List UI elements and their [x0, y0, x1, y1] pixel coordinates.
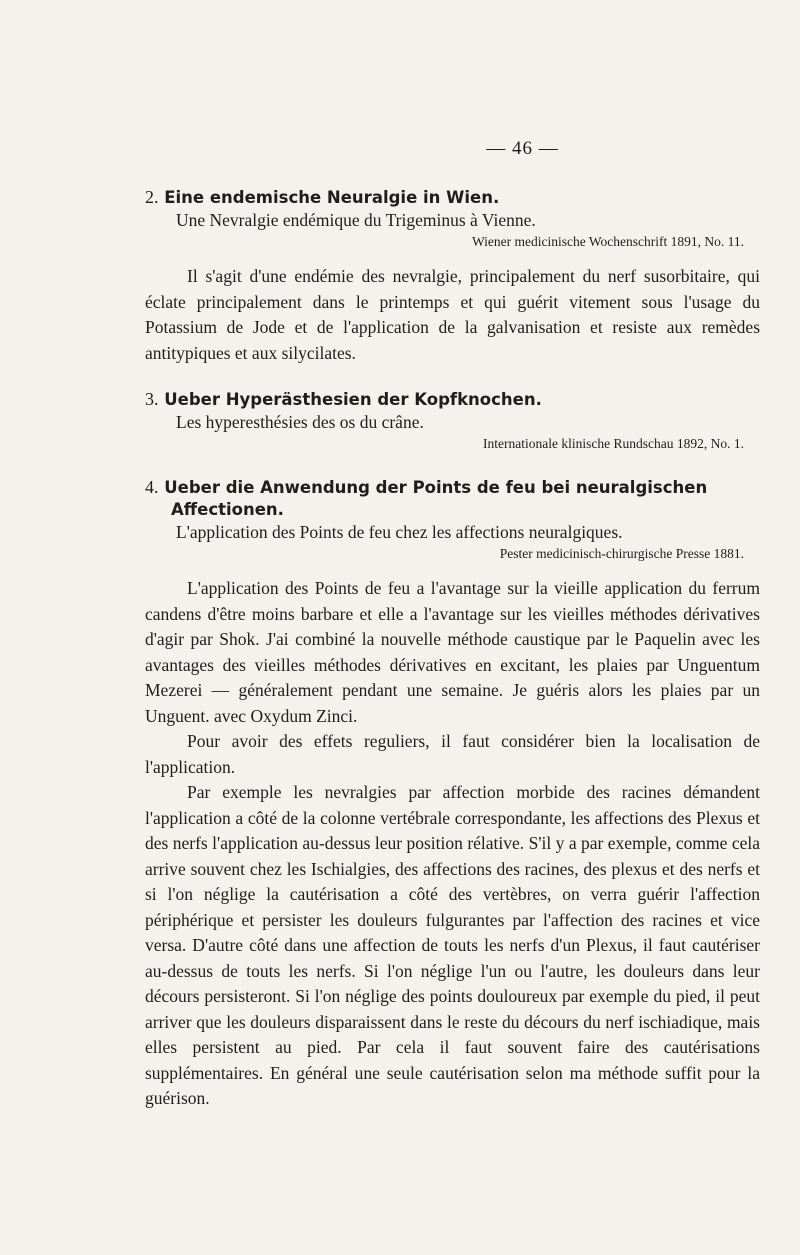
article-4	[145, 476, 760, 1112]
article-number: 3.	[145, 389, 159, 409]
article-heading	[145, 388, 760, 411]
article-source: Wiener medicinische Wochenschrift 1891, No. 11.	[471, 234, 744, 249]
article-title: Eine endemische Neuralgie in Wien.	[164, 188, 500, 207]
article-source: Internationale klinische Rundschau 1892, No. 1.	[483, 436, 744, 451]
article-title-continuation: Affectionen.	[171, 500, 284, 519]
article-3	[145, 388, 760, 454]
article-source: Pester medicinisch-chirurgische Presse 1881.	[499, 546, 744, 561]
article-2	[145, 186, 760, 366]
article-heading	[145, 186, 760, 209]
article-subtitle: Une Nevralgie endémique du Trigeminus à Vienne.	[176, 210, 536, 230]
article-paragraph: Pour avoir des effets reguliers, il faut considérer bien la localisation de l'application.	[145, 731, 760, 777]
article-number: 2.	[145, 187, 159, 207]
article-title: Ueber Hyperästhesien der Kopfknochen.	[164, 390, 542, 409]
document-page	[145, 138, 760, 1134]
article-paragraph: Il s'agit d'une endémie des nevralgie, principalement du nerf susorbitaire, qui éclate principalement dans le printemps et qui guérit vitement sous l'usage du Potassium de Jode et de l'application de la galvanisation et resiste aux remèdes antitypiques et aux silycilates.	[145, 266, 760, 363]
article-number: 4.	[145, 477, 159, 497]
article-heading	[145, 476, 760, 521]
article-subtitle: L'application des Points de feu chez les affections neuralgiques.	[176, 522, 623, 542]
article-title: Ueber die Anwendung der Points de feu bei neuralgischen	[164, 478, 708, 497]
article-paragraph: L'application des Points de feu a l'avantage sur la vieille application du ferrum candens d'être moins barbare et elle a l'avantage sur les vieilles méthodes dérivatives d'agir par Shok. J'ai combiné la nouvelle méthode caustique par le Paquelin avec les avantages des vieilles méthodes dérivatives en excitant, les plaies par Unguentum Mezerei — généralement pendant une semaine. Je guéris alors les plaies par un Unguent. avec Oxydum Zinci.	[145, 578, 760, 726]
page-number: — 46 —	[486, 138, 559, 159]
article-paragraph: Par exemple les nevralgies par affection morbide des racines démandent l'application a côté de la colonne vertébrale correspondante, les affections des Plexus et des nerfs l'application au-dessus leur position rélative. S'il y a par exemple, comme cela arrive souvent chez les Ischialgies, des affections des racines, des plexus et des nerfs et si l'on néglige la cautérisation a côté des vertèbres, on verra guérir l'affection périphérique et persister les douleurs fulgurantes par l'affection des racines et vice versa. D'autre côté dans une affection de touts les nerfs d'un Plexus, il faut cautériser au-dessus de touts les nerfs. Si l'on néglige l'un ou l'autre, les douleurs dans leur décours persisteront. Si l'on néglige des points douloureux par exemple du pied, il peut arriver que les douleurs disparaissent dans le reste du décours du nerf ischiadique, mais elles persistent au pied. Par cela il faut souvent faire des cautérisations supplémentaires. En général une seule cautérisation selon ma méthode suffit pour la guérison.	[145, 782, 760, 1108]
article-subtitle: Les hyperesthésies des os du crâne.	[176, 412, 424, 432]
